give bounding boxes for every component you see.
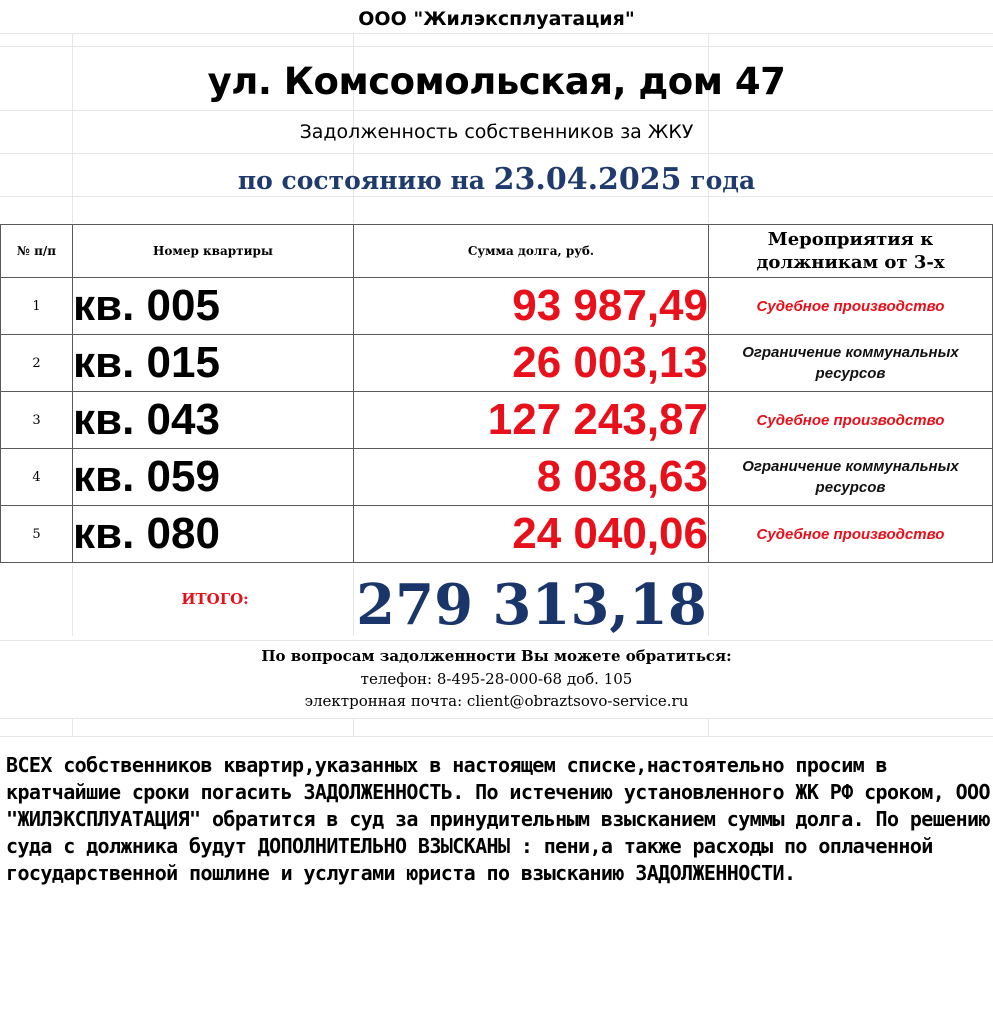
debt-measure: Судебное производство (709, 278, 993, 335)
gridline (0, 110, 993, 111)
debt-amount: 8 038,63 (354, 449, 709, 506)
gridline (0, 153, 993, 154)
debt-notice: ВСЕХ собственников квартир,указанных в настоящем списке,настоятельно просим в кратчайшие сроки погасить ЗАДОЛЖЕННОСТЬ. По истечению установленного ЖК РФ сроком, ООО "ЖИЛЭКСПЛУАТАЦИЯ" обратится в суд за принудительным взысканием суммы долга. По решению суда с должника будут ДОПОЛНИТЕЛЬНО ВЗЫСКАНЫ : пени,а также расходы по оплаченной государственной пошлине и услугами юриста по взысканию ЗАДОЛЖЕННОСТИ. (6, 753, 990, 885)
apartment-number: кв. 015 (73, 335, 354, 392)
debt-measure: Судебное производство (709, 506, 993, 563)
col-header-measures: Мероприятия к должникам от 3-х (709, 225, 993, 278)
gridline (0, 33, 993, 34)
gridline (72, 566, 73, 636)
apartment-number: кв. 005 (73, 278, 354, 335)
col-header-amount: Сумма долга, руб. (354, 225, 709, 278)
as-of-date: 23.04.2025 (493, 162, 682, 197)
debt-amount: 93 987,49 (354, 278, 709, 335)
company-name: ООО "Жилэксплуатация" (358, 8, 635, 30)
as-of-suffix: года (690, 166, 756, 195)
apartment-number: кв. 043 (73, 392, 354, 449)
debt-measure: Судебное производство (709, 392, 993, 449)
gridline (72, 718, 73, 736)
debt-table (0, 224, 993, 563)
gridline (708, 718, 709, 736)
table-row (1, 335, 993, 392)
debt-amount: 127 243,87 (354, 392, 709, 449)
col-header-apartment: Номер квартиры (73, 225, 354, 278)
debt-amount: 26 003,13 (354, 335, 709, 392)
contact-phone: телефон: 8-495-28-000-68 доб. 105 (360, 670, 633, 688)
table-row (1, 392, 993, 449)
row-number: 3 (1, 392, 73, 449)
contact-title: По вопросам задолженности Вы можете обратиться: (261, 647, 732, 665)
gridline (0, 736, 993, 737)
col-header-number: № п/п (1, 225, 73, 278)
total-value: 279 313,18 (356, 572, 707, 638)
subtitle: Задолженность собственников за ЖКУ (299, 121, 694, 143)
contact-email: электронная почта: client@obraztsovo-service.ru (304, 692, 689, 710)
apartment-number: кв. 080 (73, 506, 354, 563)
apartment-number: кв. 059 (73, 449, 354, 506)
row-number: 4 (1, 449, 73, 506)
table-row (1, 506, 993, 563)
total-label: ИТОГО: (181, 590, 249, 608)
row-number: 1 (1, 278, 73, 335)
as-of-line (0, 162, 993, 197)
debt-measure: Ограничение коммунальных ресурсов (709, 335, 993, 392)
row-number: 2 (1, 335, 73, 392)
gridline (353, 566, 354, 636)
table-row (1, 278, 993, 335)
row-number: 5 (1, 506, 73, 563)
page-title: ул. Комсомольская, дом 47 (207, 60, 786, 103)
gridline (0, 640, 993, 641)
gridline (353, 718, 354, 736)
gridline (0, 46, 993, 47)
debt-measure: Ограничение коммунальных ресурсов (709, 449, 993, 506)
debt-amount: 24 040,06 (354, 506, 709, 563)
table-header-row (1, 225, 993, 278)
table-row (1, 449, 993, 506)
gridline (0, 718, 993, 719)
as-of-prefix: по состоянию на (237, 166, 485, 195)
gridline (708, 566, 709, 636)
